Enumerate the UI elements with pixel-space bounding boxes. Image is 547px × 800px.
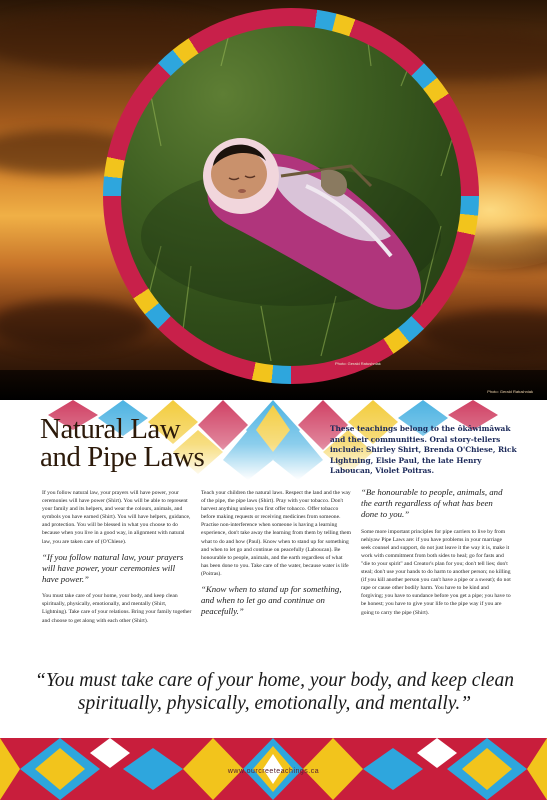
cloud — [420, 310, 547, 355]
featured-quote: “You must take care of your home, your body, and keep clean spiritually, physically, emotionally, and mentally.” — [35, 670, 514, 714]
column-2 — [201, 489, 351, 625]
photo-credit: Photo: Gerald Ratushniak — [335, 361, 381, 366]
baby-in-blanket-illustration — [121, 26, 461, 366]
baby-photo — [121, 26, 461, 366]
medallion-ring — [103, 8, 479, 384]
col3-pull-quote: “Be honourable to people, animals, and the earth regardless of what has been done to you.” — [361, 487, 503, 520]
background-photo-credit: Photo: Gerald Ratushniak — [487, 389, 533, 394]
col3-paragraph-1: Some more important principles for pipe carriers to live by from nehiyaw Pipe Laws are: if you have problems in your marriage seek counsel and support, do not just leave it the way it is, make it work with commitment from both sides to heal; go for fasts and "die to your spirit" and Creator's plan for you; don't tell lies; don't steal; don't use your hands to do harm to another person; no killing (if you kill another person you can't have a pipe or a sweat); do not rape or cause other bodily harm. You have to be kind and forgiving; you have to sundance before you get a pipe; you have to be honest; you have to give your life to the pipe way if you are going to carry the pipe (Shirt). — [361, 528, 511, 616]
page-title — [40, 415, 240, 471]
column-3 — [361, 487, 511, 621]
cloud — [0, 300, 150, 350]
title-line-2: and Pipe Laws — [40, 441, 205, 473]
title-line-1: Natural Law — [40, 413, 181, 445]
col2-pull-quote: “Know when to stand up for something, and when to let go and continue on peacefully.” — [201, 584, 342, 617]
col1-paragraph-2: You must take care of your home, your body, and keep clean spiritually, physically, emotionally, and mentally (Shirt, Lightning). Take care of your relations. Bring your family together and choose to get along with each other (Shirt). — [42, 593, 192, 624]
column-1 — [42, 489, 192, 629]
website-link[interactable]: www.ourcreeteachings.ca — [227, 768, 320, 775]
col1-paragraph-1: If you follow natural law, your prayers will have power, your ceremonies will have power (Shirt). You will be able to represent your family and its helpers, and wear the colours, animals, and symbols you have earned (Shirt). You will have helpers, guidance, and protection. You will be blessed in what you choose to do because when you live in a good way, in alignment with natural law, you are taken care of (O'Chiese). — [42, 490, 191, 545]
col2-paragraph-1: Teach your children the natural laws. Respect the land and the way of the pipe, the pipe laws (Shirt). Pray with your tobacco. Don't harvest anything unless you first offer tobacco. Offer tobacco before making requests or receiving medicines from someone. Practise non-interference when someone is having a learning experience, don't take away the learning from them by telling them what to do and how (Paul). Know when to stand up for something and when to let go and continue on peacefully (Laboucan). Be honourable to people, animals, and the earth regardless of what has been done to you. Take care of the water, because water is life (Poitras). — [201, 490, 351, 577]
storytellers-note: These teachings belong to the ôkâwimâwak and their communities. Oral story-tellers include: Shirley Shirt, Brenda O'Chiese, Rick Lightning, Elsie Paul, the late Henry Laboucan, Violet Poitras. — [330, 424, 517, 475]
col1-pull-quote: “If you follow natural law, your prayers will have power, your ceremonies will have power.” — [42, 551, 184, 585]
